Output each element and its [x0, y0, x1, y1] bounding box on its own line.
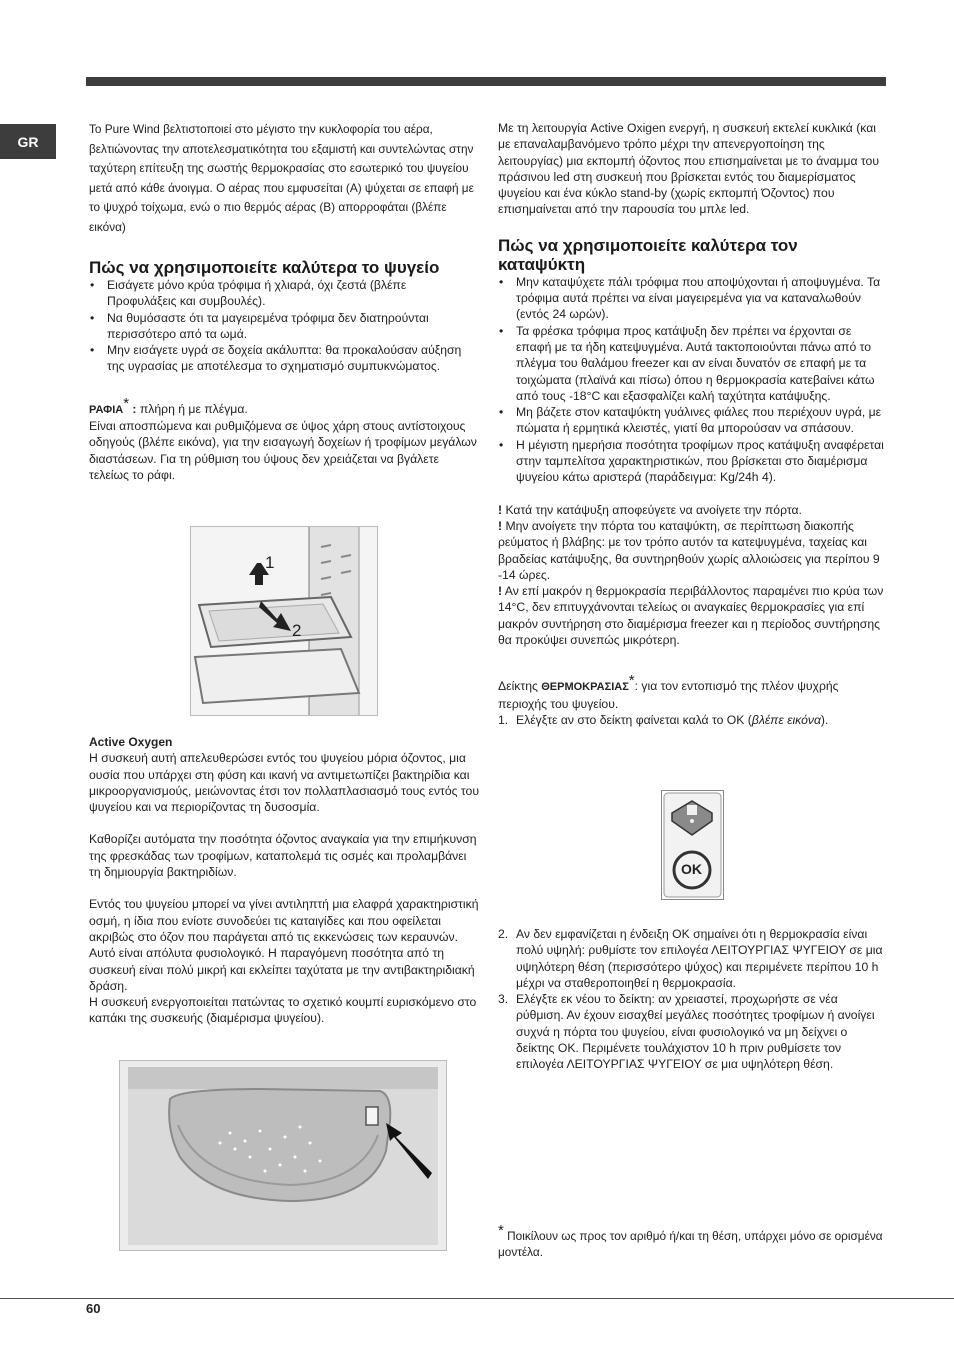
list-item: • Να θυμόσαστε ότι τα μαγειρεμένα τρόφιμα δεν διατηρούνται περισσότερο από τα ωμά.	[89, 310, 479, 343]
step-1	[498, 712, 888, 728]
ozone-unit-illustration	[120, 1061, 446, 1250]
freezer-bullets	[498, 274, 888, 486]
shelves-star: *	[123, 394, 130, 412]
fridge-bullets	[89, 277, 479, 375]
step-label-1: 1	[265, 553, 275, 572]
steps-section	[498, 926, 886, 1073]
active-oxygen-p2: Καθορίζει αυτόματα την ποσότητα όζοντος αναγκαία για την επιμήκυνση της φρεσκάδας των τροφίμων, καταπολεμά τις οσμές και προλαμβάνει τη δημιουργία βακτηριδίων.	[89, 832, 477, 880]
bottom-rule	[0, 1298, 954, 1299]
step-1-text: Ελέγξτε αν στο δείκτη φαίνεται καλά το OK (	[516, 712, 752, 727]
temp-suffix: : για τον εντοπισμό της πλέον ψυχρής περιοχής του ψυγείου.	[498, 679, 839, 711]
warning-3	[498, 583, 888, 648]
left-column	[89, 120, 479, 483]
warning-1-text: Κατά την κατάψυξη αποφεύγετε να ανοίγετε την πόρτα.	[505, 502, 802, 517]
warning-1	[498, 502, 888, 518]
step-label-2: 2	[292, 621, 302, 640]
list-item: • Μην εισάγετε υγρά σε δοχεία ακάλυπτα: θα προκαλούσαν αύξηση της υγρασίας με αποτέλεσμα το σχηματισμό συμπυκνώματος.	[89, 342, 479, 375]
list-item: • Εισάγετε μόνο κρύα τρόφιμα ή χλιαρά, όχι ζεστά (βλέπε Προφυλάξεις και συμβουλές).	[89, 277, 479, 310]
step-1-close: ).	[820, 712, 829, 727]
active-oxygen-p4: Η συσκευή ενεργοποιείται πατώντας το σχετικό κουμπί ευρισκόμενο στο καπάκι της συσκευής (διαμέρισμα ψυγείου).	[89, 995, 477, 1026]
top-rule	[86, 77, 886, 86]
temp-prefix: Δείκτης	[498, 679, 542, 694]
shelves-desc: πλήρη ή με πλέγμα.	[136, 401, 248, 416]
step-number: 1.	[498, 712, 509, 727]
footnote	[498, 1222, 888, 1261]
pure-wind-intro: Το Pure Wind βελτιστοποιεί στο μέγιστο την κυκλοφορία του αέρα, βελτιώνοντας την αποτελεσματικότητα του εξαμιστή και συντελώντας στην ταχύτερη επίτευξη της σωστής θερμοκρασίας στο εσωτερικό του ψυγείου μετά από κάθε άνοιγμα. Ο αέρας που εμφυσείται (A) ψύχεται σε επαφή με το ψυχρό τοίχωμα, ενώ ο πιο θερμός αέρας (B) απορροφάται (βλέπε εικόνα)	[89, 122, 474, 234]
list-item: • Η μέγιστη ημερήσια ποσότητα τροφίμων προς κατάψυξη αναφέρεται στην ταμπελίτσα χαρακτηριστικών, που βρίσκεται στο διαμέρισμα ψυγείου κάτω αριστερά (παράδειγμα: Kg/24h 4).	[498, 437, 888, 486]
step-2-text: Αν δεν εμφανίζεται η ένδειξη OK σημαίνει ότι η θερμοκρασία είναι πολύ υψηλή: ρυθμίστε τον επιλογέα ΛΕΙΤΟΥΡΓΙΑΣ ΨΥΓΕΙΟΥ σε μια υψηλότερη θέση (περισσότερο ψύχος) και περιμένετε περίπου 10 h μέχρι να σταθεροποιηθεί η θερμοκρασία.	[516, 927, 883, 990]
active-oxygen-p3: Εντός του ψυγείου μπορεί να γίνει αντιληπτή μια ελαφρά χαρακτηριστική οσμή, η ίδια που ενίοτε συνοδεύει τις καταιγίδες και που οφείλεται ακριβώς στο όζον που παράγεται από τις εκκενώσεις των κεραυνών. Αυτό είναι απόλυτα φυσιολογικό. Η παραγόμενη ποσότητα από τη συσκευή είναι πολύ μικρή και εκλείπει ταχύτατα με την αντιβακτηριδιακή δράση.	[89, 897, 479, 993]
active-oxygen-p1: Η συσκευή αυτή απελευθερώσει εντός του ψυγείου μόρια όζοντος, μια ουσία που υπάρχει στη φύση και ικανή να αντιμετωπίζει βακτηρίδια και μικροοργανισμούς, μειώνοντας έτσι τον πολλαπλασιασμό τους εντός του ψυγείου και να περιορίζοντας τη δυσοσμία.	[89, 751, 479, 815]
step-2	[498, 926, 886, 991]
footnote-star: *	[498, 1222, 504, 1240]
shelves-label: ΡΑΦΙΑ	[89, 403, 124, 416]
step-number: 2.	[498, 927, 509, 941]
temp-label: ΘΕΡΜΟΚΡΑΣΙΑΣ	[541, 681, 629, 694]
list-item: • Μη βάζετε στον καταψύκτη γυάλινες φιάλες που περιέχουν υγρά, με πώματα ή ερμητικά κλειστές, γιατί θα μπορούσαν να σπάσουν.	[498, 404, 888, 437]
list-item: • Τα φρέσκα τρόφιμα προς κατάψυξη δεν πρέπει να έρχονται σε επαφή με τα ήδη κατεψυγμένα. Αυτά τακτοποιούνται πάνω από το πλέγμα του θαλάμου freezer και αν είναι δυνατόν σε επαφή με τα τοιχώματα (πλαϊνά και πίσω) όπου η θερμοκρασία κατεβαίνει κάτω από τους -18°C και εξασφαλίζει καλή ταχύτητα κατάψυξης.	[498, 323, 888, 404]
temperature-indicator-figure	[661, 790, 724, 900]
footnote-body: Ποικίλουν ως προς τον αριθμό ή/και τη θέση, υπάρχει μόνο σε ορισμένα μοντέλα.	[498, 1229, 883, 1260]
ok-label: OK	[681, 861, 702, 877]
right-column	[498, 120, 888, 728]
warning-mark: !	[498, 584, 503, 599]
step-3	[498, 991, 886, 1072]
warning-mark: !	[498, 502, 503, 517]
shelves-line	[89, 394, 479, 418]
temp-star: *	[628, 672, 635, 690]
warning-2	[498, 518, 888, 583]
steps-list-b	[498, 926, 886, 1073]
shelf-figure	[190, 526, 378, 716]
shelves-text: Είναι αποσπώμενα και ρυθμιζόμενα σε ύψος χάρη στους αντίστοιχους οδηγούς (βλέπε εικόνα), για την εισαγωγή δοχείων ή τροφίμων μεγάλων διαστάσεων. Για τη ρύθμιση του ύψους δεν χρειάζεται να βγάλετε τελείως το ράφι.	[89, 419, 477, 482]
step-number: 3.	[498, 992, 509, 1007]
step-3-text: Ελέγξτε εκ νέου το δείκτη: αν χρειαστεί, προχωρήστε σε νέα ρύθμιση. Αν έχουν εισαχθεί μεγάλες ποσότητες τροφίμων ή ανοίγει συχνά η πόρτα του ψυγείου, είναι φυσιολογικό να μη δείχνει ο δείκτης OK. Περιμένετε τουλάχιστον 10 h πριν ρυθμίσετε τον επιλογέα ΛΕΙΤΟΥΡΓΙΑΣ ΨΥΓΕΙΟΥ σε μια υψηλότερη θέση.	[516, 992, 875, 1072]
active-oxigen-intro: Με τη λειτουργία Active Oxigen ενεργή, η συσκευή εκτελεί κυκλικά (και με επαναλαμβανόμενο τρόπο μέχρι την απενεργοποίηση της λειτουργίας) μια εκπομπή όζοντος που επισημαίνεται με το άναμμα του πράσινου led στη συσκευή που βρίσκεται εντός του διαμερίσματος ψυγείου και ένα κύκλο stand-by (χωρίς εκπομπή Όζοντος) που επισημαίνεται από την παρουσία του μπλε led.	[498, 121, 879, 217]
warning-3-text: Αν επί μακρόν η θερμοκρασία περιβάλλοντος παραμένει πιο κρύα των 14°C, δεν επιτυγχάνονται τελείως οι αναγκαίες θερμοκρασίες για επί μακρόν συντήρηση στο διαμέρισμα freezer και η περίοδος συντήρησης θα προκύψει συνεπώς μικρότερη.	[498, 584, 884, 648]
ozone-unit-figure	[119, 1060, 447, 1251]
page-number: 60	[86, 1301, 101, 1316]
freezer-heading: Πώς να χρησιμοποιείτε καλύτερα τον καταψύκτη	[498, 235, 798, 274]
active-oxygen-section	[89, 734, 479, 1027]
temperature-indicator-line	[498, 672, 888, 712]
footnote-text	[498, 1222, 888, 1261]
shelves-colon: :	[129, 401, 137, 416]
step-1-italic: βλέπε εικόνα	[751, 712, 821, 727]
shelf-illustration	[191, 527, 377, 715]
warning-mark: !	[498, 518, 503, 533]
active-oxygen-title: Active Oxygen	[89, 735, 173, 749]
language-tab: GR	[0, 124, 56, 159]
steps-list-a	[498, 712, 888, 728]
fridge-heading: Πώς να χρησιμοποιείτε καλύτερα το ψυγείο	[89, 258, 440, 277]
warning-2-text: Μην ανοίγετε την πόρτα του καταψύκτη, σε περίπτωση διακοπής ρεύματος ή βλάβης: με τον τρόπο αυτόν τα κατεψυγμένα, ταχείας και βραδείας κατάψυξης, θα συντηρηθούν χωρίς αλλοιώσεις για περίπου 9 -14 ώρες.	[498, 518, 880, 582]
indicator-illustration	[662, 791, 723, 899]
list-item: • Μην καταψύχετε πάλι τρόφιμα που αποψύχονται ή αποψυγμένα. Τα τρόφιμα αυτά πρέπει να είναι μαγειρεμένα για να καταναλωθούν (εντός 24 ωρών).	[498, 274, 888, 323]
